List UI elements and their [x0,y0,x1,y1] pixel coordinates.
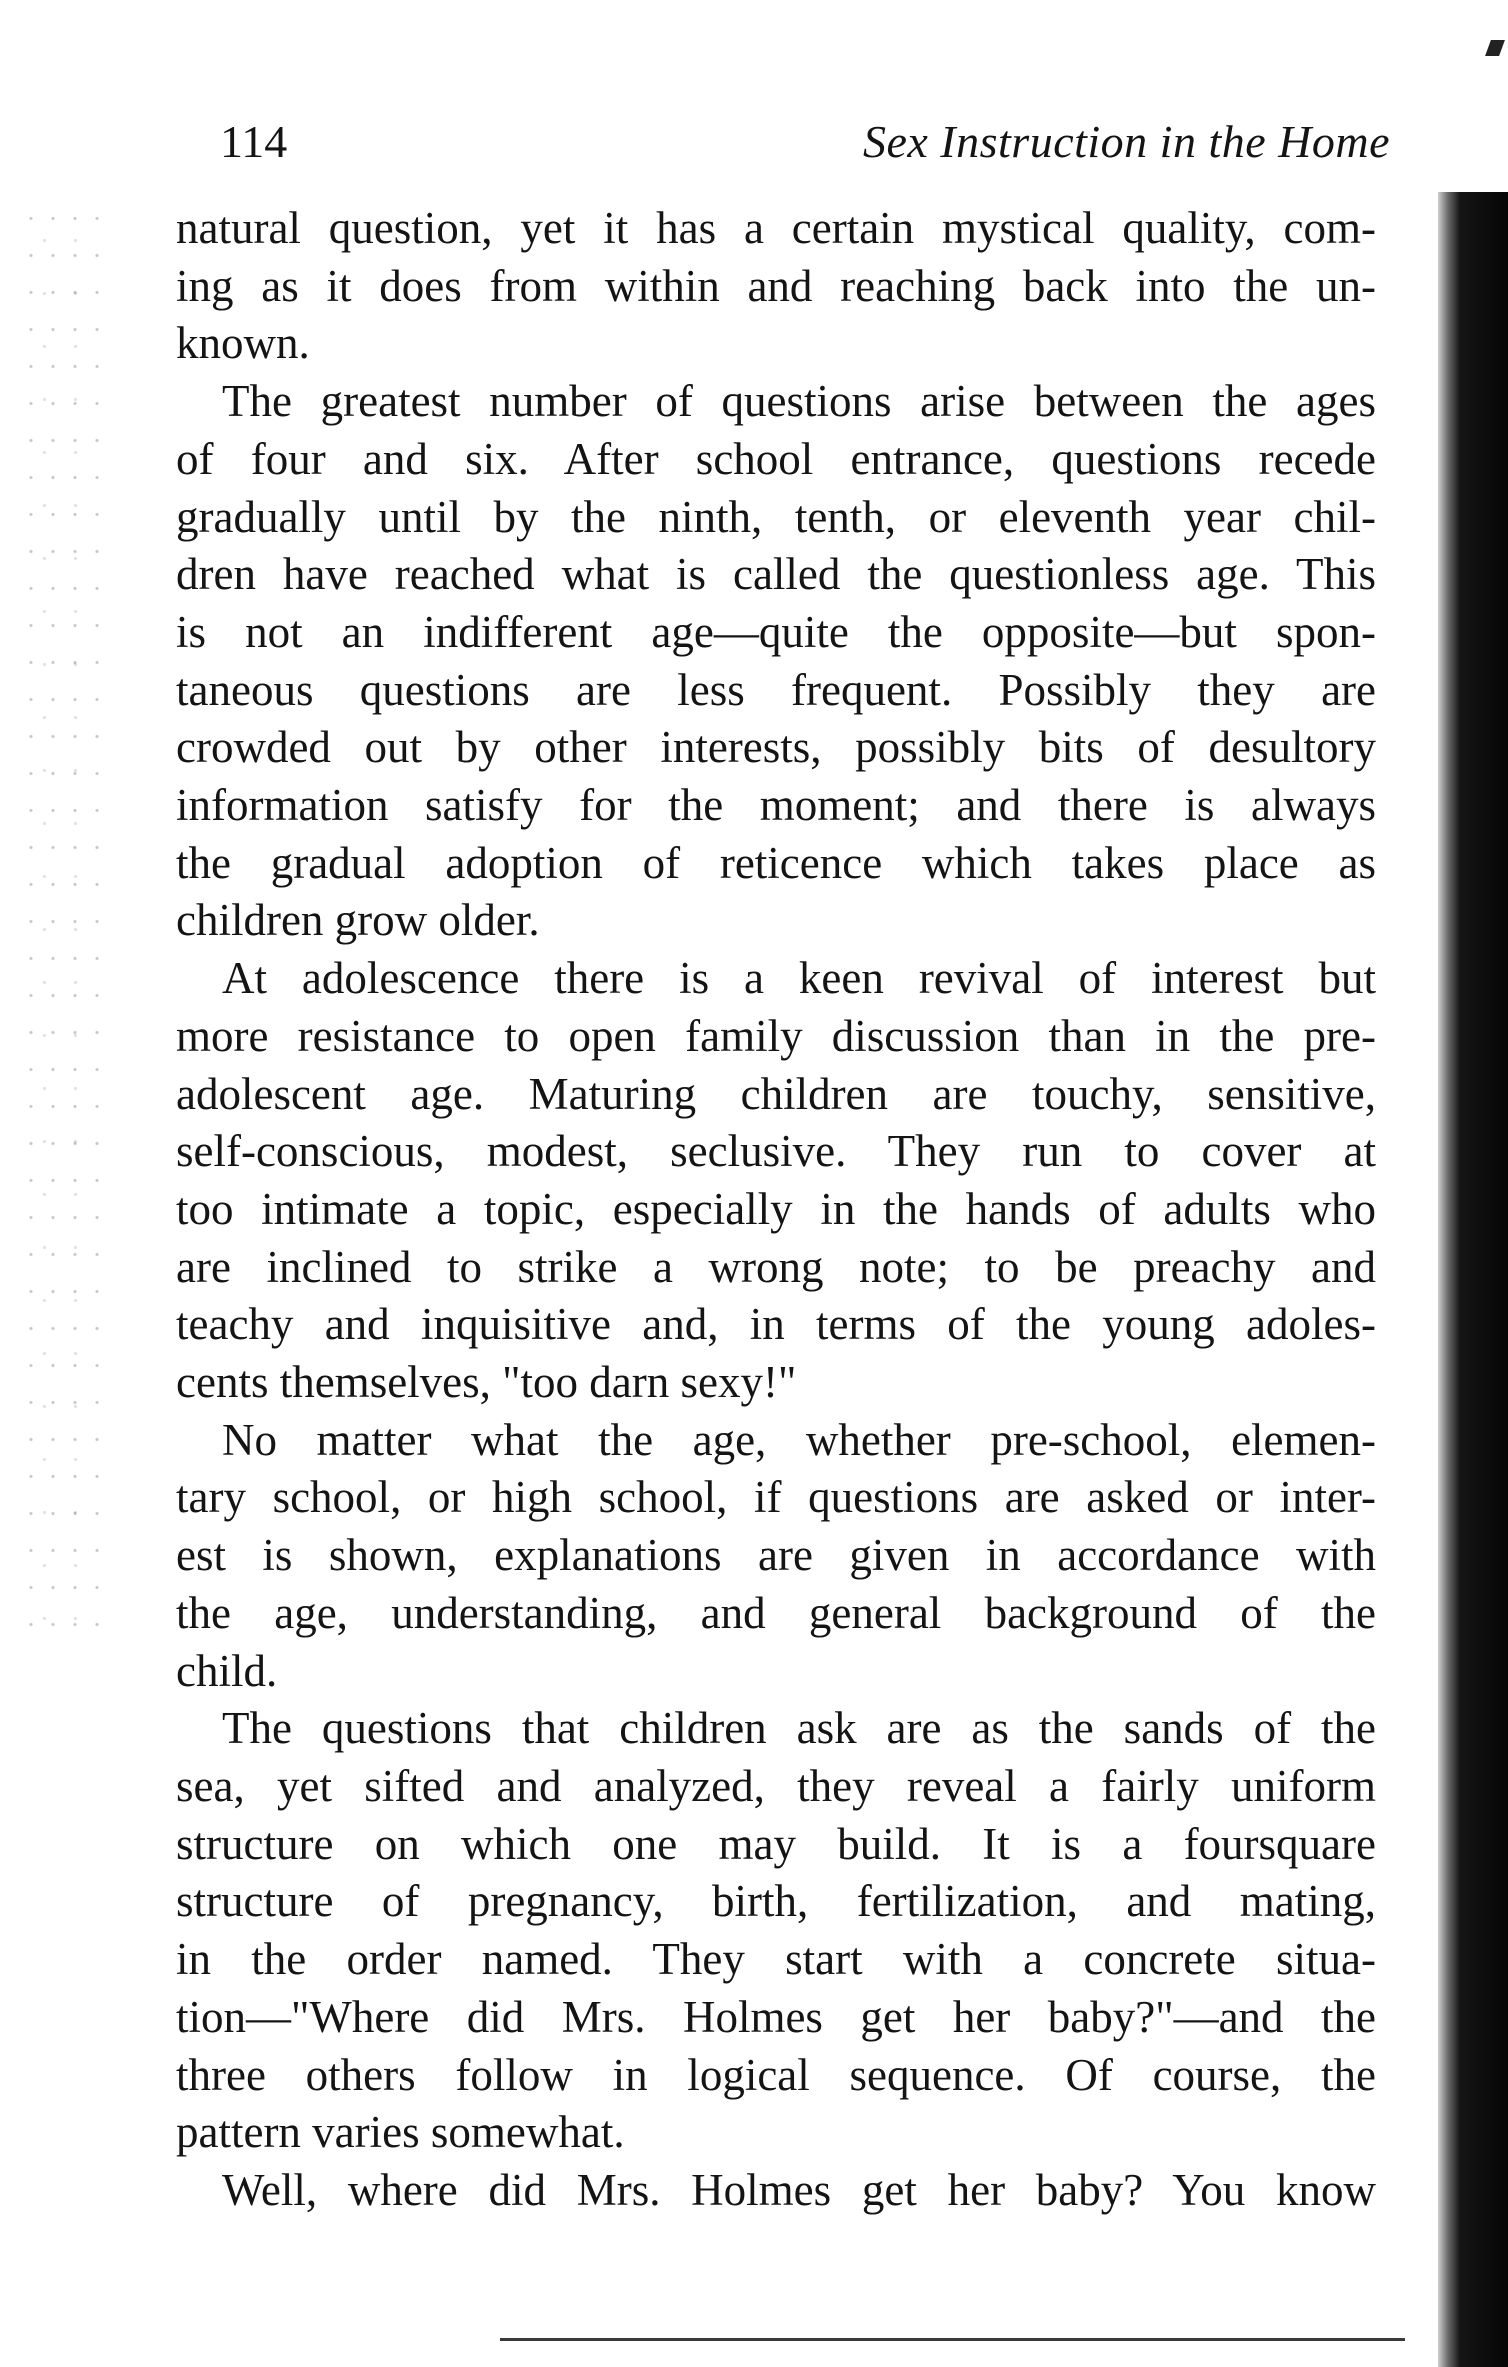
text-line: The greatest number of questions arise between the ages [222,376,1376,427]
text-line: est is shown, explanations are given in accordance with [176,1530,1376,1581]
text-line: in the order named. They start with a concrete situa- [176,1934,1376,1985]
paragraph [176,1700,1376,2162]
text-line: is not an indifferent age—quite the opposite—but spon- [176,606,1376,657]
text-line: crowded out by other interests, possibly bits of desultory [176,722,1376,773]
text-line: The questions that children ask are as the sands of the [222,1703,1376,1754]
text-line: the gradual adoption of reticence which takes place as [176,837,1376,888]
text-line: the age, understanding, and general background of the [176,1587,1376,1638]
book-gutter-shadow [1438,192,1508,2367]
paragraph [176,373,1376,950]
text-line: known. [176,318,310,369]
text-line: teachy and inquisitive and, in terms of the young adoles- [176,1299,1376,1350]
text-line: three others follow in logical sequence. Of course, the [176,2049,1376,2100]
text-line: structure on which one may build. It is a foursquare [176,1818,1376,1869]
text-line: sea, yet sifted and analyzed, they reveal a fairly uniform [176,1760,1376,1811]
running-title: Sex Instruction in the Home [862,116,1390,167]
bottom-rule [500,2338,1405,2341]
text-line: At adolescence there is a keen revival of interest but [222,953,1376,1004]
text-line: natural question, yet it has a certain mystical quality, com- [176,203,1376,253]
text-line: Well, where did Mrs. Holmes get her baby? You know [222,2164,1376,2215]
paragraph [176,950,1376,1412]
text-line: information satisfy for the moment; and there is always [176,780,1376,831]
text-line: are inclined to strike a wrong note; to be preachy and [176,1241,1376,1292]
scan-corner-mark [1485,40,1505,56]
text-line: child. [176,1645,278,1696]
scan-speckles [20,200,100,1650]
text-line: ing as it does from within and reaching back into the un- [176,260,1376,311]
text-line: children grow older. [176,895,540,946]
text-line: taneous questions are less frequent. Possibly they are [176,664,1376,715]
paragraph [176,200,1376,373]
text-line: tion—"Where did Mrs. Holmes get her baby?"—and the [176,1991,1376,2042]
text-line: dren have reached what is called the questionless age. This [176,549,1376,600]
page-number: 114 [220,116,288,167]
text-line: structure of pregnancy, birth, fertilization, and mating, [176,1876,1376,1927]
text-line: self-conscious, modest, seclusive. They run to cover at [176,1126,1376,1177]
text-line: gradually until by the ninth, tenth, or eleventh year chil- [176,491,1376,542]
text-line: tary school, or high school, if questions are asked or inter- [176,1472,1376,1523]
text-line: adolescent age. Maturing children are touchy, sensitive, [176,1068,1376,1119]
paragraph [176,1412,1376,1701]
paragraph [176,2162,1376,2220]
body-text [176,200,1376,2220]
text-line: of four and six. After school entrance, questions recede [176,433,1376,484]
text-line: more resistance to open family discussion than in the pre- [176,1010,1376,1061]
text-line: too intimate a topic, especially in the hands of adults who [176,1183,1376,1234]
text-line: cents themselves, "too darn sexy!" [176,1357,797,1408]
text-line: pattern varies somewhat. [176,2107,625,2158]
text-line: No matter what the age, whether pre-school, elemen- [222,1414,1376,1465]
